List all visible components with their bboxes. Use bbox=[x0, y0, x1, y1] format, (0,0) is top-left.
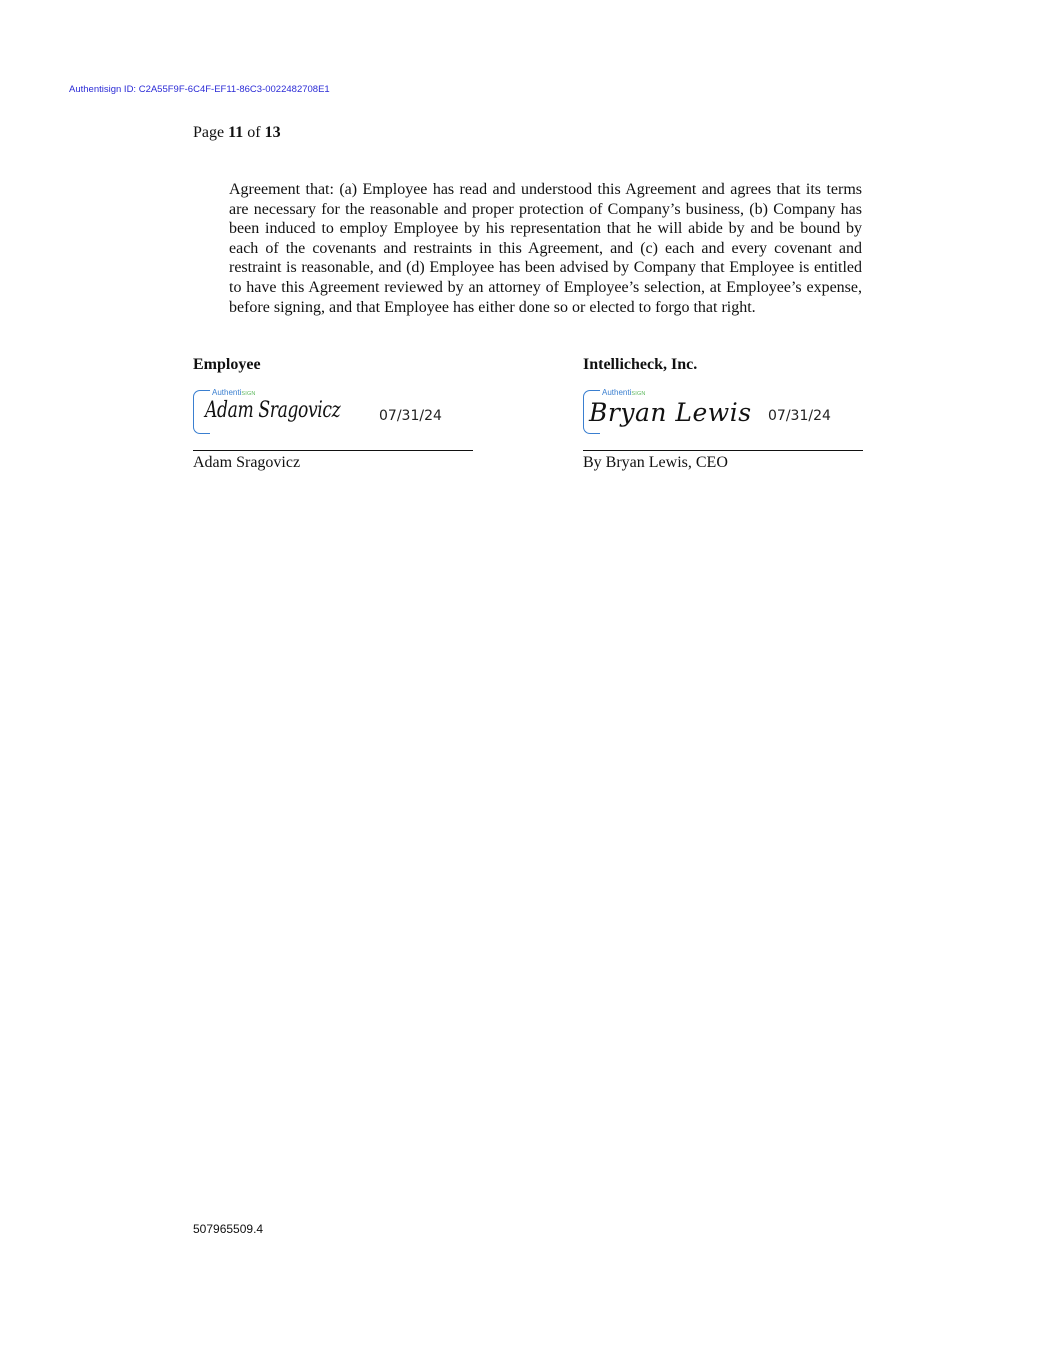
company-signature-date: 07/31/24 bbox=[768, 408, 831, 424]
authentisign-id: Authentisign ID: C2A55F9F-6C4F-EF11-86C3-0022482708E1 bbox=[69, 84, 330, 95]
employee-signature-date: 07/31/24 bbox=[379, 408, 442, 424]
logo-text-main: Authenti bbox=[602, 388, 632, 397]
company-signature-block bbox=[583, 356, 863, 472]
employee-heading: Employee bbox=[193, 356, 261, 373]
employee-signature-line bbox=[193, 378, 473, 451]
logo-text-accent: SIGN bbox=[241, 391, 256, 397]
page-current: 11 bbox=[228, 124, 244, 141]
logo-text-main: Authenti bbox=[212, 388, 242, 397]
page-number bbox=[193, 124, 281, 142]
logo-text-accent: SIGN bbox=[631, 391, 646, 397]
employee-signature-block bbox=[193, 356, 473, 472]
page-prefix: Page bbox=[193, 124, 225, 141]
employee-printed-name: Adam Sragovicz bbox=[193, 454, 301, 471]
authentisign-logo bbox=[212, 388, 256, 397]
employee-signature: Adam Sragovicz bbox=[205, 398, 341, 423]
agreement-paragraph: Agreement that: (a) Employee has read and understood this Agreement and agrees that its terms are necessary for the reasonable and proper protection of Company’s business, (b) Company has been induced to employ Employee by his representation that he will abide by and be bound by each of the covenants and restraints in this Agreement, and (c) each and every covenant and restraint is reasonable, and (d) Employee has been advised by Company that Employee is entitled to have this Agreement reviewed by an attorney of Employee’s selection, at Employee’s expense, before signing, and that Employee has either done so or elected to forgo that right. bbox=[229, 181, 862, 316]
document-number: 507965509.4 bbox=[193, 1222, 264, 1236]
company-heading: Intellicheck, Inc. bbox=[583, 356, 698, 373]
page-total: 13 bbox=[264, 124, 281, 141]
company-signature: Bryan Lewis bbox=[589, 398, 752, 427]
page-separator: of bbox=[247, 124, 261, 141]
authentisign-logo bbox=[602, 388, 646, 397]
company-signature-line bbox=[583, 378, 863, 451]
company-printed-name: By Bryan Lewis, CEO bbox=[583, 454, 728, 471]
